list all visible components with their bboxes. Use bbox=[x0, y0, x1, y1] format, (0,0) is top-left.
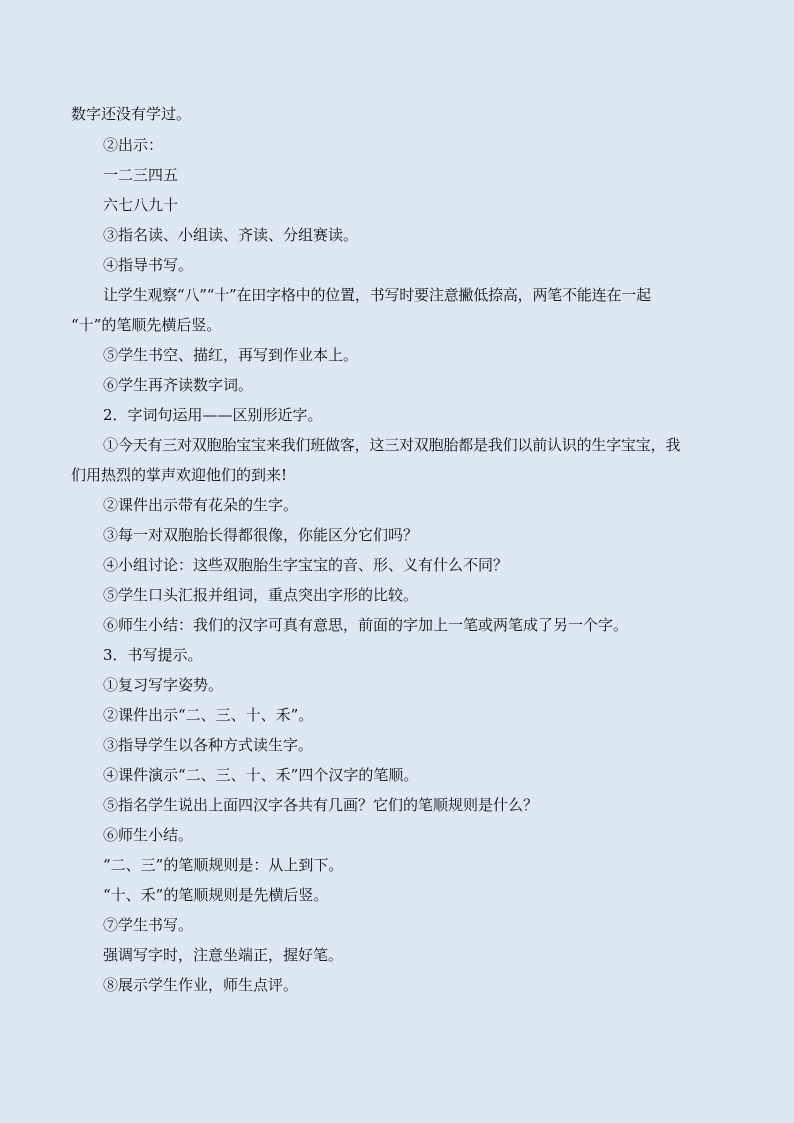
text-line: 让学生观察“八”“十”在田字格中的位置，书写时要注意撇低捺高，两笔不能连在一起 bbox=[103, 286, 651, 304]
text-line: ⑤学生书空、描红，再写到作业本上。 bbox=[103, 346, 359, 364]
text-line: 一二三四五 bbox=[103, 166, 179, 184]
text-line: ③指导学生以各种方式读生字。 bbox=[103, 736, 314, 754]
text-line: 强调写字时，注意坐端正，握好笔。 bbox=[103, 946, 344, 964]
text-line: 们用热烈的掌声欢迎他们的到来! bbox=[71, 466, 288, 484]
text-line: “二、三”的笔顺规则是：从上到下。 bbox=[103, 856, 344, 874]
text-line: ①今天有三对双胞胎宝宝来我们班做客，这三对双胞胎都是我们以前认识的生字宝宝，我 bbox=[103, 436, 681, 454]
text-line: “十、禾”的笔顺规则是先横后竖。 bbox=[103, 886, 329, 904]
text-line: ⑤指名学生说出上面四汉字各共有几画？它们的笔顺规则是什么？ bbox=[103, 796, 539, 814]
text-line: ④小组讨论：这些双胞胎生字宝宝的音、形、义有什么不同？ bbox=[103, 556, 509, 574]
text-line: 3．书写提示。 bbox=[103, 646, 203, 664]
text-line: 2．字词句运用——区别形近字。 bbox=[103, 406, 323, 424]
text-line: ③每一对双胞胎长得都很像，你能区分它们吗？ bbox=[103, 526, 419, 544]
text-line: ②课件出示“二、三、十、禾”。 bbox=[103, 706, 314, 724]
text-line: 数字还没有学过。 bbox=[71, 105, 192, 123]
text-line: 六七八九十 bbox=[103, 196, 179, 214]
text-line: ⑤学生口头汇报并组词，重点突出字形的比较。 bbox=[103, 586, 419, 604]
text-line: ③指名读、小组读、齐读、分组赛读。 bbox=[103, 226, 359, 244]
text-line: ⑥学生再齐读数字词。 bbox=[103, 376, 254, 394]
text-line: ⑥师生小结：我们的汉字可真有意思，前面的字加上一笔或两笔成了另一个字。 bbox=[103, 616, 629, 634]
text-line: ①复习写字姿势。 bbox=[103, 676, 224, 694]
text-line: ②出示： bbox=[103, 136, 164, 154]
text-line: ⑥师生小结。 bbox=[103, 826, 194, 844]
text-line: ⑧展示学生作业，师生点评。 bbox=[103, 976, 299, 994]
text-line: ④指导书写。 bbox=[103, 256, 194, 274]
text-line: ②课件出示带有花朵的生字。 bbox=[103, 496, 299, 514]
text-line: “十”的笔顺先横后竖。 bbox=[71, 316, 222, 334]
text-line: ⑦学生书写。 bbox=[103, 916, 194, 934]
text-line: ④课件演示“二、三、十、禾”四个汉字的笔顺。 bbox=[103, 766, 419, 784]
